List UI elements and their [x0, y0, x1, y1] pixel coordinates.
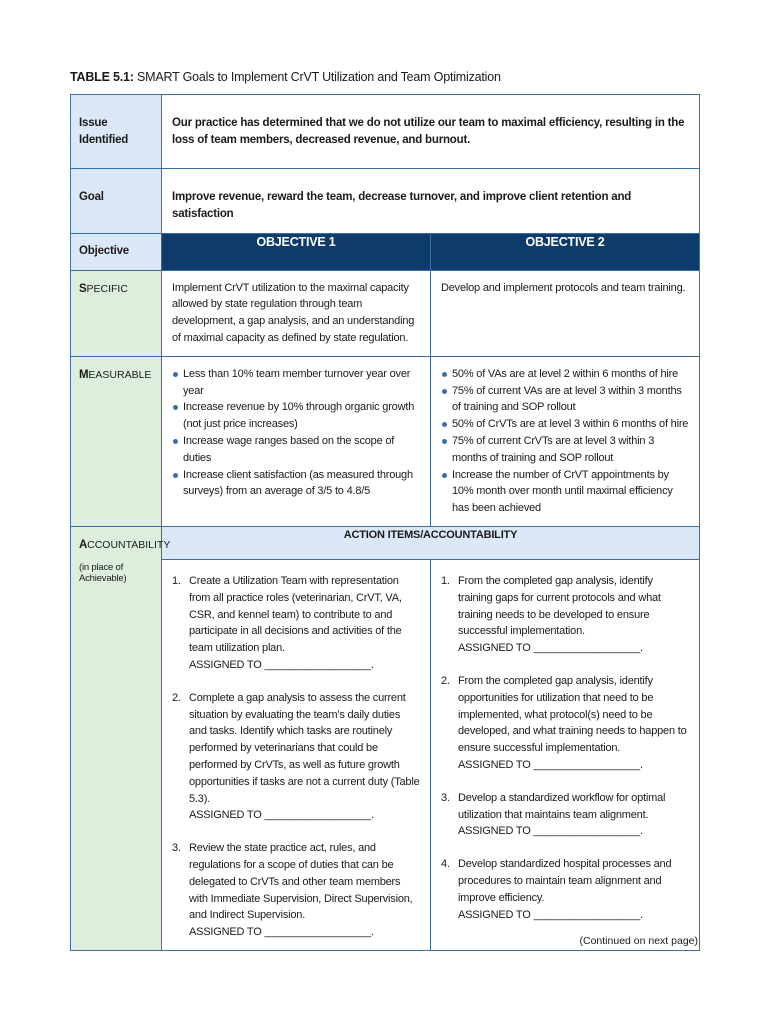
list-item: Increase wage ranges based on the scope of duties	[172, 433, 420, 467]
item-body	[189, 840, 420, 941]
objective-label: Objective	[71, 233, 162, 270]
item-body	[458, 790, 689, 840]
item-body	[189, 573, 420, 674]
specific-objective-1: Implement CrVT utilization to the maximal capacity allowed by state regulation through team development, a gap analysis, and an understanding of maximal capacity as defined by state regulation.	[162, 270, 431, 356]
objective-2-header: OBJECTIVE 2	[431, 233, 700, 270]
list-item: 50% of VAs are at level 2 within 6 months of hire	[441, 366, 689, 383]
specific-objective-2: Develop and implement protocols and team training.	[431, 270, 700, 356]
item-text: Complete a gap analysis to assess the current situation by evaluating the team’s daily duties and tasks. Identify which tasks are routinely performed by veterinarians that could be performed by CrVTs, as well as future growth opportunities if tasks are not a current duty (Table 5.3).	[189, 691, 420, 805]
continued-note: (Continued on next page)	[579, 935, 698, 947]
table-number: TABLE 5.1:	[70, 70, 134, 84]
smart-goals-table	[70, 94, 700, 951]
objective-row	[71, 233, 700, 270]
assigned-to: ASSIGNED TO __________________.	[189, 926, 374, 939]
goal-text: Improve revenue, reward the team, decrease turnover, and improve client retention and satisfaction	[162, 169, 700, 234]
item-number: 2.	[172, 691, 181, 704]
measurable-list-2	[441, 366, 689, 517]
specific-row	[71, 270, 700, 356]
action-list-1	[172, 573, 420, 941]
accountability-label	[71, 526, 171, 950]
measurable-objective-2	[431, 356, 700, 526]
list-item: Less than 10% team member turnover year over year	[172, 366, 420, 400]
accountability-rest: CCOUNTABILITY	[87, 538, 171, 551]
item-body	[458, 673, 689, 774]
item-text: Review the state practice act, rules, and regulations for a scope of duties that can be delegated to CrVTs and other team members with Immediate Supervision, Direct Supervision, and Indirect Supervision.	[189, 842, 413, 922]
assigned-to: ASSIGNED TO __________________.	[189, 658, 374, 671]
issue-text: Our practice has determined that we do not utilize our team to maximal efficiency, resulting in the loss of team members, decreased revenue, and burnout.	[162, 95, 700, 169]
assigned-to: ASSIGNED TO __________________.	[458, 642, 643, 655]
objective-1-header: OBJECTIVE 1	[162, 233, 431, 270]
item-text: From the completed gap analysis, identify training gaps for current protocols and what training needs to be developed to ensure successful implementation.	[458, 574, 661, 638]
accountability-initial: A	[79, 538, 88, 551]
item-text: From the completed gap analysis, identify opportunities for utilization that need to be implemented, what protocol(s) need to be developed, and what training needs to happen to ensure successful implementation.	[458, 674, 687, 755]
accountability-header-row	[71, 526, 700, 559]
measurable-list-1	[172, 366, 420, 500]
item-body	[458, 573, 689, 657]
list-item	[172, 690, 420, 824]
list-item: Increase revenue by 10% through organic growth (not just price increases)	[172, 399, 420, 433]
list-item	[441, 573, 689, 657]
list-item	[441, 856, 689, 923]
item-number: 3.	[441, 791, 450, 804]
issue-row	[71, 95, 700, 169]
item-number: 2.	[441, 674, 450, 687]
item-number: 1.	[172, 574, 181, 587]
action-list-2	[441, 573, 689, 923]
accountability-objective-2	[431, 559, 700, 950]
item-number: 3.	[172, 842, 181, 855]
list-item: Increase client satisfaction (as measured through surveys) from an average of 3/5 to 4.8/5	[172, 467, 420, 501]
goal-row	[71, 169, 700, 234]
item-body	[189, 690, 420, 824]
accountability-objective-1	[162, 559, 431, 950]
specific-rest: PECIFIC	[86, 282, 128, 295]
action-items-header: ACTION ITEMS/ACCOUNTABILITY	[162, 526, 700, 559]
item-text: Develop a standardized workflow for optimal utilization that maintains team alignment.	[458, 791, 666, 821]
assigned-to: ASSIGNED TO __________________.	[458, 825, 643, 838]
assigned-to: ASSIGNED TO __________________.	[189, 809, 374, 822]
measurable-row	[71, 356, 700, 526]
table-caption	[70, 70, 501, 84]
item-number: 4.	[441, 858, 450, 871]
table-title: SMART Goals to Implement CrVT Utilization and Team Optimization	[137, 70, 501, 84]
measurable-rest: EASURABLE	[88, 368, 152, 381]
list-item	[441, 673, 689, 774]
goal-label: Goal	[71, 169, 162, 234]
accountability-row	[71, 559, 700, 950]
issue-label: Issue Identified	[71, 95, 162, 169]
specific-label	[71, 270, 162, 356]
measurable-initial: M	[79, 368, 89, 381]
assigned-to: ASSIGNED TO __________________.	[458, 758, 643, 771]
item-number: 1.	[441, 574, 450, 587]
assigned-to: ASSIGNED TO __________________.	[458, 908, 643, 921]
specific-initial: S	[79, 282, 87, 295]
list-item	[441, 790, 689, 840]
item-text: Develop standardized hospital processes and procedures to maintain team alignment and improve efficiency.	[458, 858, 672, 904]
list-item: 50% of CrVTs are at level 3 within 6 months of hire	[441, 416, 689, 433]
list-item	[172, 573, 420, 674]
measurable-label	[71, 356, 162, 526]
item-body	[458, 856, 689, 923]
item-text: Create a Utilization Team with representation from all practice roles (veterinarian, CrVT, VA, CSR, and kennel team) to contribute to and participate in all decisions and activities of the team utilization plan.	[189, 574, 402, 655]
measurable-objective-1	[162, 356, 431, 526]
list-item: Increase the number of CrVT appointments by 10% month over month until maximal efficiency has been achieved	[441, 467, 689, 517]
list-item: 75% of current CrVTs are at level 3 within 3 months of training and SOP rollout	[441, 433, 689, 467]
list-item: 75% of current VAs are at level 3 within 3 months of training and SOP rollout	[441, 383, 689, 417]
accountability-note: (in place of Achievable)	[79, 561, 127, 585]
list-item	[172, 840, 420, 941]
